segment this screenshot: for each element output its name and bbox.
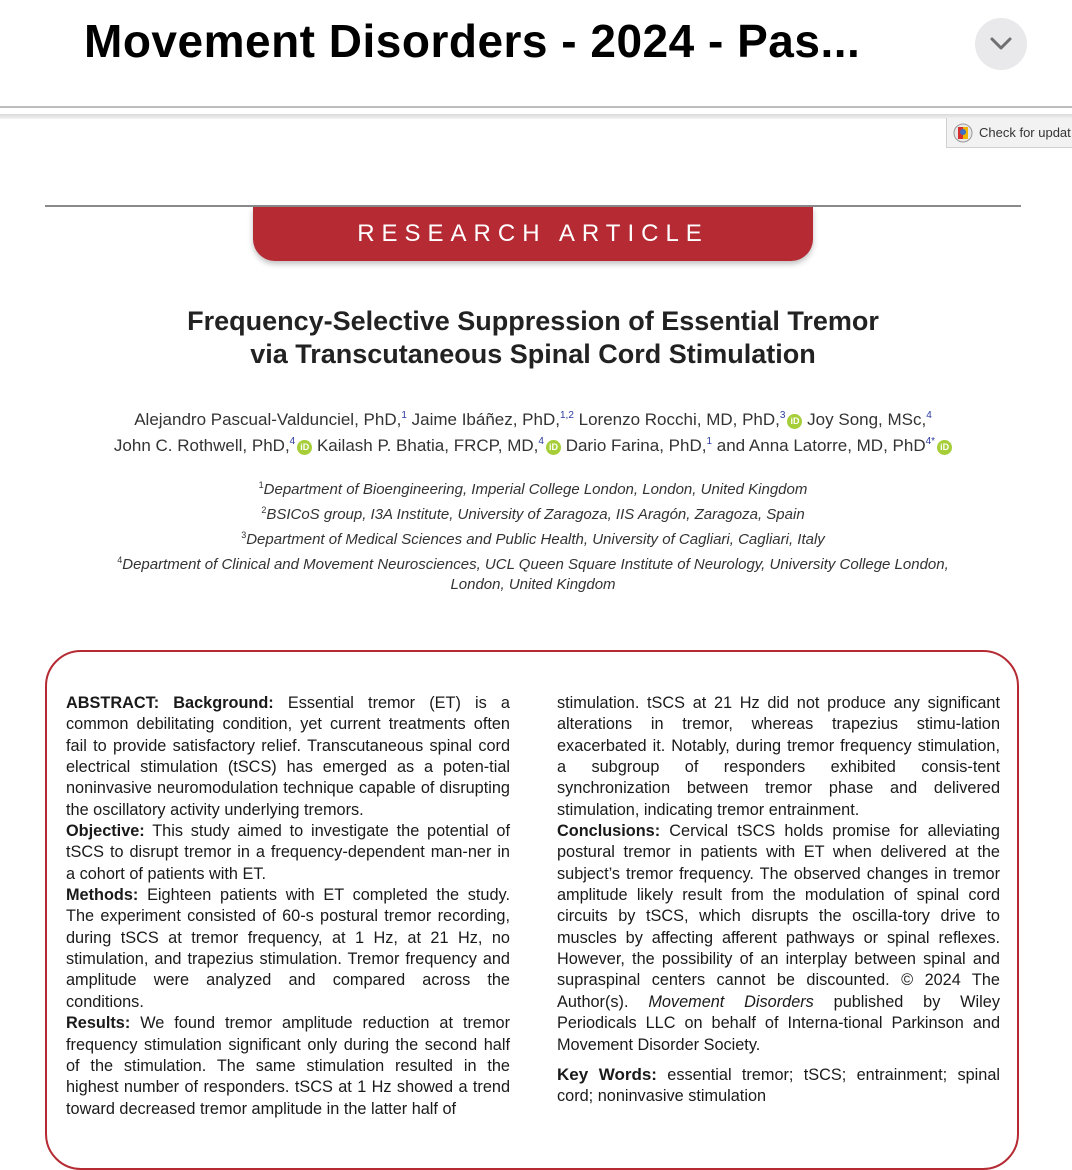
- document-title: Movement Disorders - 2024 - Pas...: [84, 15, 861, 67]
- affiliation: [0, 525, 1066, 550]
- expand-button[interactable]: [975, 18, 1027, 70]
- objective-label: Objective:: [66, 822, 145, 841]
- results-label: Results:: [66, 1014, 131, 1033]
- check-for-updates-label: Check for updat: [979, 125, 1071, 140]
- abstract-paragraph: [66, 1013, 510, 1120]
- orcid-icon[interactable]: iD: [937, 440, 952, 455]
- abstract-paragraph-continued: stimulation. tSCS at 21 Hz did not produce any significant alterations in tremor, whereas trapezius stimu-lation exacerbated it. Notably, during tremor frequency stimulation, a subgroup of responders exhibited consis-tent synchronization between tremor phase and delivered stimulation, indicating tremor entrainment.: [557, 694, 1000, 819]
- journal-name: Movement Disorders: [648, 992, 814, 1011]
- background-label: Background:: [173, 694, 274, 712]
- affiliation-text: Department of Bioengineering, Imperial College London, London, United Kingdom: [263, 481, 808, 498]
- orcid-icon[interactable]: iD: [787, 414, 802, 429]
- affiliation-number: 2: [261, 505, 267, 515]
- abstract-heading: ABSTRACT:: [66, 694, 160, 712]
- affiliation: [0, 475, 1066, 500]
- keywords-text: essential tremor; tSCS; entrainment; spinal cord; noninvasive stimulation: [557, 1065, 1000, 1106]
- methods-label: Methods:: [66, 886, 139, 905]
- affiliation-number: 1: [258, 480, 264, 490]
- affiliation-ref: 4: [926, 410, 932, 421]
- article-type-label: RESEARCH ARTICLE: [357, 220, 709, 247]
- affiliation-text: Department of Medical Sciences and Public Health, University of Cagliari, Cagliari, Italy: [246, 531, 825, 548]
- article-title-line: Frequency-Selective Suppression of Essential Tremor: [187, 306, 879, 336]
- author-name: Dario Farina, PhD,: [565, 436, 707, 455]
- affiliation: [0, 575, 1066, 595]
- affiliation-ref: 3: [779, 410, 786, 421]
- author-name: Kailash P. Bhatia, FRCP, MD,: [316, 436, 539, 455]
- background-text: Essential tremor (ET) is a common debilitating condition, yet current treatments often fail to provide satisfactory relief. Transcutaneous spinal cord electrical stimulation (tSCS) has emerged as a poten-tial noninvasive neuromodulation technique capable of disrupting the oscillatory activity underlying tremors.: [66, 694, 510, 819]
- affiliation: [0, 550, 1066, 575]
- author-name: Joy Song, MSc,: [807, 410, 927, 429]
- abstract-column-right: [557, 693, 1000, 1108]
- affiliation-text: Department of Clinical and Movement Neurosciences, UCL Queen Square Institute of Neurology, University College London,: [122, 556, 949, 573]
- affiliation-ref: 1: [706, 436, 713, 447]
- article-type-banner: [253, 207, 813, 261]
- author-line: [0, 405, 1066, 431]
- author-name: Lorenzo Rocchi, MD, PhD,: [578, 410, 780, 429]
- crossmark-icon: [953, 123, 973, 143]
- affiliation-ref: 4*: [925, 436, 936, 447]
- divider: [0, 106, 1072, 108]
- affiliation-number: 3: [241, 530, 247, 540]
- chevron-down-icon: [989, 36, 1013, 52]
- conclusions-label: Conclusions:: [557, 822, 661, 841]
- affiliation-text: London, United Kingdom: [450, 576, 616, 593]
- author-list: [0, 405, 1066, 457]
- article-title: [0, 305, 1066, 371]
- publisher-text: published by Wiley Periodicals LLC on behalf of Interna-tional Parkinson and Movement Disorder Society.: [557, 992, 1000, 1054]
- author-name: John C. Rothwell, PhD,: [113, 436, 290, 455]
- author-line: [0, 431, 1066, 457]
- author-name: Jaime Ibáñez, PhD,: [411, 410, 560, 429]
- abstract-paragraph: [66, 885, 510, 1013]
- affiliation-ref: 1,2: [559, 410, 574, 421]
- title-bar: [0, 0, 1072, 106]
- keywords: [557, 1064, 1000, 1108]
- author-name: and Anna Latorre, MD, PhD: [716, 436, 926, 455]
- orcid-icon[interactable]: iD: [297, 440, 312, 455]
- objective-text: This study aimed to investigate the potential of tSCS to disrupt tremor in a frequency-dependent man-ner in a cohort of patients with ET.: [66, 822, 510, 883]
- affiliation-ref: 4: [289, 436, 296, 447]
- methods-text: Eighteen patients with ET completed the study. The experiment consisted of 60-s postural tremor recording, during tSCS at tremor frequency, at 1 Hz, at 21 Hz, no stimulation, and trapezius stimulation. Tremor frequency and amplitude were analyzed and compared across the conditions.: [66, 886, 510, 1011]
- abstract-paragraph: [66, 693, 510, 821]
- affiliation-ref: 4: [538, 436, 544, 447]
- author-name: Alejandro Pascual-Valdunciel, PhD,: [134, 410, 402, 429]
- abstract-paragraph: [66, 821, 510, 885]
- affiliation-ref: 1: [401, 410, 407, 421]
- article-title-line: via Transcutaneous Spinal Cord Stimulation: [250, 339, 816, 369]
- check-for-updates-button[interactable]: [946, 118, 1072, 148]
- affiliation-list: [0, 475, 1066, 595]
- keywords-label: Key Words:: [557, 1064, 657, 1084]
- affiliation-text: BSICoS group, I3A Institute, University of Zaragoza, IIS Aragón, Zaragoza, Spain: [266, 506, 805, 523]
- affiliation: [0, 500, 1066, 525]
- affiliation-number: 4: [117, 555, 123, 565]
- conclusions-text: Cervical tSCS holds promise for alleviating postural tremor in patients with ET when delivered at the subject’s tremor frequency. The observed changes in tremor amplitude likely result from the modulation of spinal cord circuits by tSCS, which disrupts the oscilla-tory drive to muscles by affecting afferent pathways or spinal reflexes. However, the possibility of an interplay between spinal and supraspinal centers cannot be discounted. © 2024 The Author(s).: [557, 822, 1000, 1011]
- abstract-paragraph: [557, 821, 1000, 1056]
- results-text: We found tremor amplitude reduction at tremor frequency stimulation significant only during the second half of the stimulation. The same stimulation resulted in the highest number of responders. tSCS at 1 Hz showed a trend toward decreased tremor amplitude in the latter half of: [66, 1014, 510, 1118]
- orcid-icon[interactable]: iD: [546, 440, 561, 455]
- abstract-column-left: [66, 693, 510, 1120]
- toolbar-edge: [0, 114, 1072, 119]
